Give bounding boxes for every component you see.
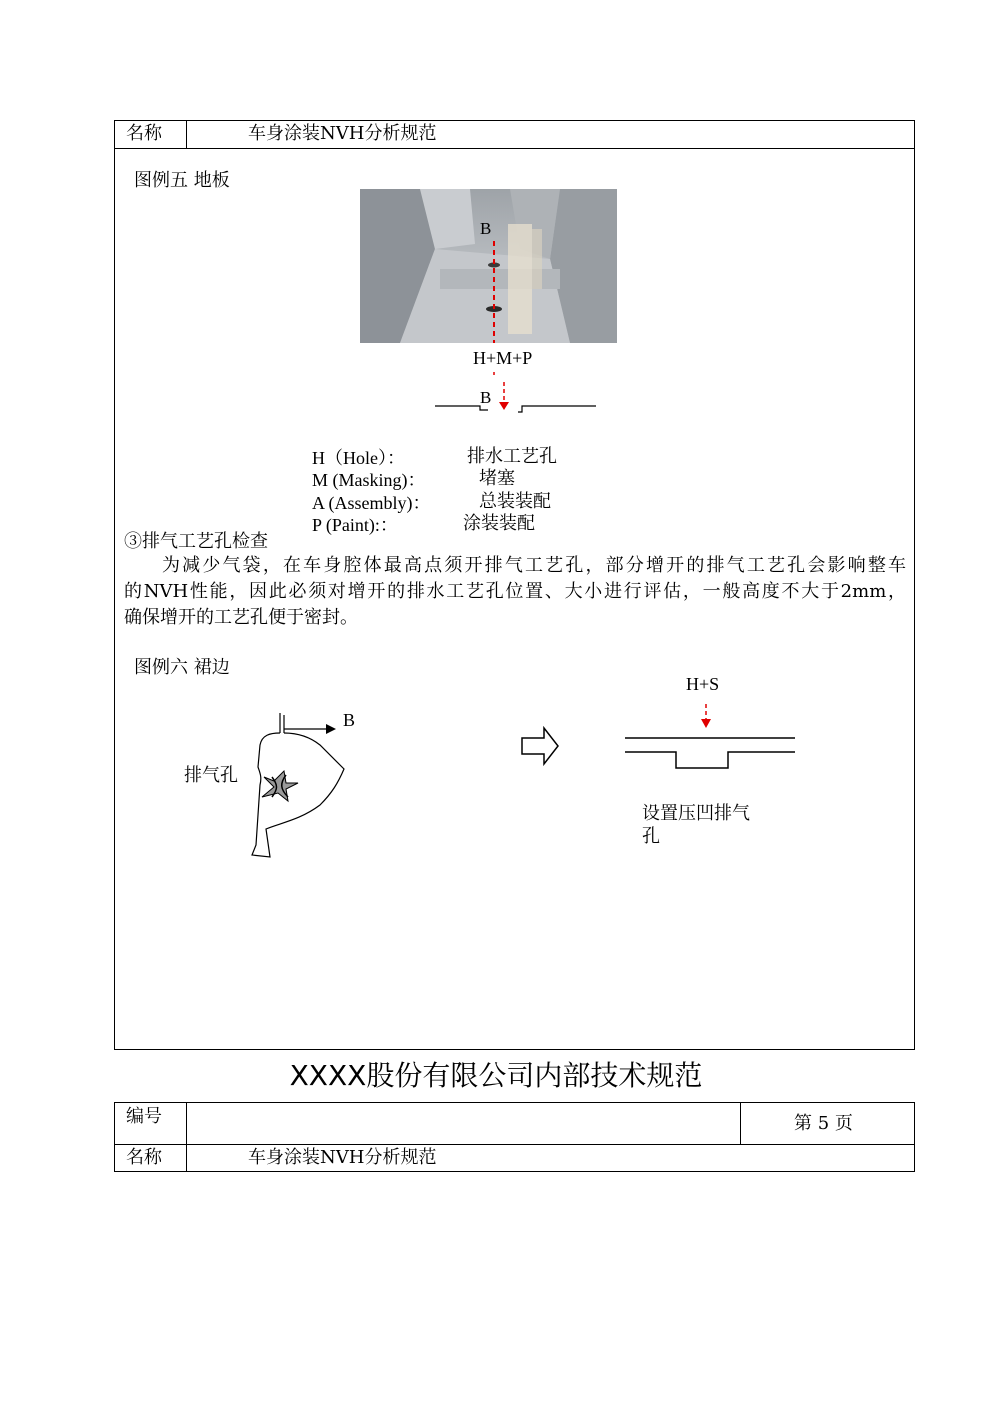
figure6-note-line2: 孔 <box>642 826 660 847</box>
figure6-hole-label: 排气孔 <box>184 765 238 786</box>
skirt-sketch <box>240 705 360 865</box>
legend-meaning-m: 堵塞 <box>479 468 515 489</box>
legend-term-a: A (Assembly)： <box>312 493 431 513</box>
legend-term-h: H（Hole）： <box>312 448 405 468</box>
legend-meaning-a: 总装装配 <box>479 491 551 512</box>
figure5-formula: H+M+P <box>473 348 533 368</box>
transition-arrow-icon <box>520 726 562 768</box>
footer-page-divider <box>740 1102 741 1144</box>
figure6-caption: 图例六 裙边 <box>134 657 230 678</box>
section-b-label: B <box>480 388 492 407</box>
legend-meaning-p: 涂装装配 <box>463 513 535 534</box>
top-header-row <box>114 120 915 149</box>
legend-term-p: P (Paint):： <box>312 515 398 535</box>
figure6-note-line1: 设置压凹排气 <box>642 803 750 824</box>
section3-line-1: 为减少气袋，在车身腔体最高点须开排气工艺孔，部分增开的排气工艺孔会影响整车 <box>162 555 906 576</box>
footer-page-number: 第 5 页 <box>794 1113 853 1134</box>
figure6-formula: H+S <box>686 674 720 694</box>
top-name-value: 车身涂装NVH分析规范 <box>248 123 437 144</box>
figure6-arrow-label: B <box>343 710 356 730</box>
legend-meaning-h: 排水工艺孔 <box>467 446 557 467</box>
figure5-caption: 图例五 地板 <box>134 170 230 191</box>
floor-photo <box>360 189 617 343</box>
photo-b-label: B <box>480 219 492 238</box>
section3-line-2: 的NVH性能，因此必须对增开的排水工艺孔位置、大小进行评估，一般高度不大于2mm， <box>124 581 906 602</box>
top-name-label: 名称 <box>126 123 162 144</box>
pressed-section-sketch <box>620 698 800 773</box>
legend-term-m: M (Masking)： <box>312 470 426 490</box>
footer-name-label: 名称 <box>126 1147 162 1168</box>
section3-line-3: 确保增开的工艺孔便于密封。 <box>124 607 358 628</box>
section3-heading: ③排气工艺孔检查 <box>124 531 268 552</box>
footer-row-divider <box>114 1144 915 1145</box>
footer-col-divider <box>186 1102 187 1172</box>
floor-section-sketch <box>430 370 605 415</box>
footer-name-value: 车身涂装NVH分析规范 <box>248 1147 437 1168</box>
section3-paragraph <box>124 553 906 631</box>
company-title: XXXX股份有限公司内部技术规范 <box>289 1059 703 1092</box>
footer-number-label: 编号 <box>126 1106 162 1127</box>
top-header-divider <box>186 120 187 149</box>
